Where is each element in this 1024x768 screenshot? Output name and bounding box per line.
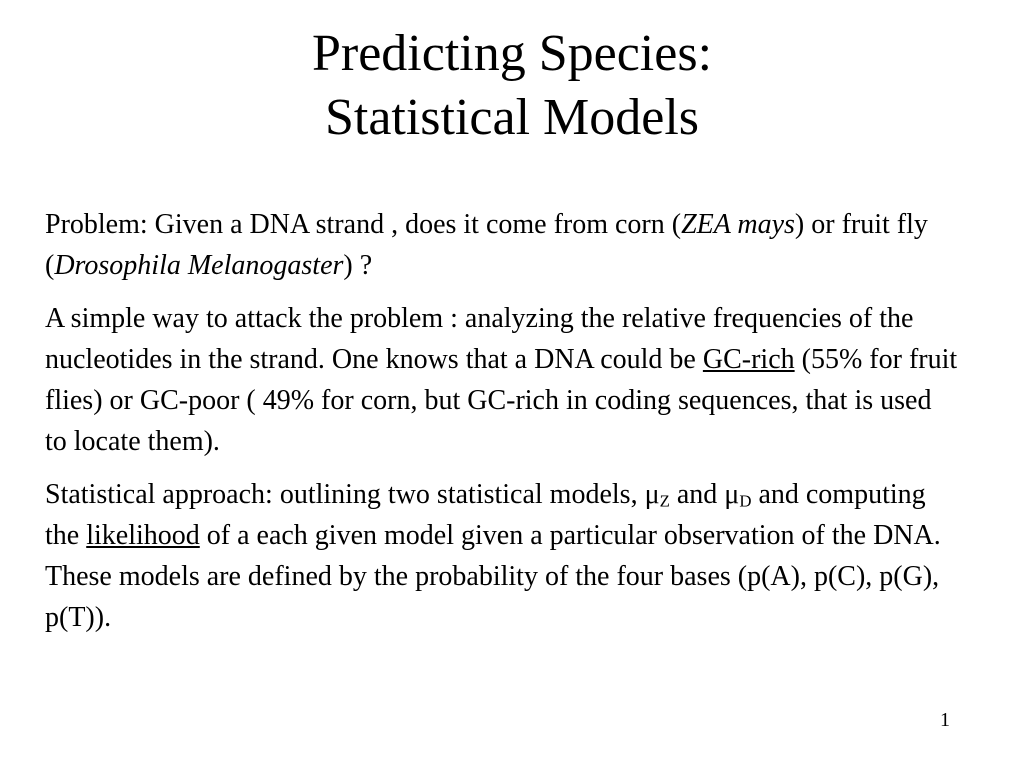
- approach-text-end: (55% for fruit flies) or GC-poor ( 49% for corn, but GC-rich in coding sequences, that is used to locate them).: [45, 344, 958, 457]
- approach-text: A simple way to attack the problem : analyzing the relative frequencies of the nucleotides in the strand. One knows that a DNA could be: [45, 303, 914, 375]
- statistical-text-mid: and computing the: [45, 479, 926, 551]
- title-line-2: Statistical Models: [324, 89, 700, 146]
- mu-d-subscript: D: [739, 491, 752, 511]
- statistical-text-end: of a each given model given a particular observation of the DNA. These models are defined by the probability of the four bases (p(A), p(C), p(G), p(T)).: [45, 520, 941, 633]
- paragraph-statistical: [45, 474, 960, 638]
- problem-text-mid: ) or fruit fly (: [45, 209, 928, 281]
- paragraph-approach: [45, 298, 960, 462]
- and-text: and: [669, 479, 725, 510]
- mu-z-symbol: μ: [644, 479, 660, 510]
- problem-text-end: ) ?: [343, 250, 373, 281]
- title-line-1: Predicting Species:: [311, 25, 713, 82]
- statistical-text: Statistical approach: outlining two statistical models,: [45, 479, 645, 510]
- paragraph-problem: [45, 204, 960, 286]
- page-number: 1: [940, 709, 950, 731]
- problem-text: Problem: Given a DNA strand , does it come from corn (: [45, 209, 682, 240]
- slide-body: [45, 204, 960, 650]
- slide-title: [0, 22, 1024, 150]
- drosophila-italic: Drosophila Melanogaster: [54, 250, 344, 281]
- mu-d-symbol: μ: [724, 479, 740, 510]
- zea-mays-italic: ZEA mays: [681, 209, 795, 240]
- likelihood-link[interactable]: likelihood: [86, 520, 200, 551]
- mu-z-subscript: Z: [659, 491, 670, 511]
- gc-rich-link[interactable]: GC-rich: [702, 344, 795, 375]
